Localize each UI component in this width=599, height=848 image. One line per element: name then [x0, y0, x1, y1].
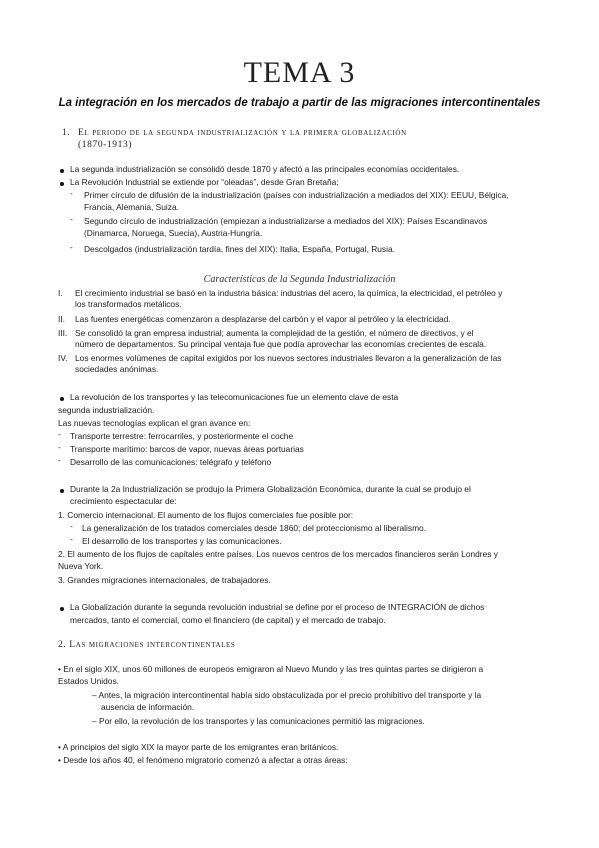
characteristic-4-line-1: Los enormes volúmenes de capital exigidos por los nuevos sectores industriales llevaron a la generalización de las — [75, 353, 502, 363]
dash-icon: - — [70, 534, 73, 544]
dash-icon: - — [58, 455, 61, 465]
dash-icon: - — [58, 429, 61, 439]
globalization-point-2-line-1: 2. El aumento de los flujos de capitales entre países. Los nuevos centros de los mercados financieros serán Londres y — [58, 549, 498, 559]
page-title: TEMA 3 — [243, 56, 356, 89]
page-subtitle: La integración en los mercados de trabajo a partir de las migraciones intercontinentales — [58, 97, 541, 109]
transport-item-3: Desarrollo de las comunicaciones: telégrafo y teléfono — [70, 457, 272, 467]
section-1-heading: El periodo de la segunda industrialización y la primera globalización — [78, 128, 407, 138]
characteristic-4-line-2: sociedades anónimas. — [75, 364, 159, 374]
s1-bullet-1: La segunda industrialización se consolidó desde 1870 y afectó a las principales economías occidentales. — [70, 164, 460, 174]
dash-icon: - — [58, 442, 61, 452]
roman-numeral: III. — [58, 328, 68, 338]
dash-icon: - — [70, 521, 73, 531]
characteristic-2: Las fuentes energéticas comenzaron a desplazarse del carbón y el vapor al petróleo y la electricidad. — [75, 314, 451, 324]
globalization-bullet-line-2: crecimiento espectacular de: — [70, 496, 177, 506]
s1-dash-1-line-2: Francia, Alemania, Suiza. — [84, 202, 179, 212]
globalization-point-1: 1. Comercio internacional. El aumento de los flujos comerciales fue posible por: — [58, 510, 354, 520]
roman-numeral: IV. — [58, 353, 68, 363]
bullet-icon — [60, 607, 64, 611]
s2-bullet-2: • A principios del siglo XIX la mayor parte de los emigrantes eran británicos. — [58, 742, 339, 752]
section-2-heading: 2. Las migraciones intercontinentales — [58, 640, 236, 650]
s2-sub-1-line-1: – Antes, la migración intercontinental había sido obstaculizada por el precio prohibitivo del transporte y la — [92, 690, 482, 700]
s1-dash-2-line-1: Segundo círculo de industrialización (empiezan a industrializarse a mediados del XIX): Países Escandinavos — [84, 216, 488, 226]
characteristic-1-line-2: los transformados metálicos. — [75, 299, 182, 309]
characteristic-1-line-1: El crecimiento industrial se basó en la industria básica: industrias del acero, la química, la electricidad, el petróleo y — [75, 288, 503, 298]
globalization-point-2-line-2: Nueva York. — [58, 561, 104, 571]
section-1-number: 1. — [62, 128, 71, 138]
characteristic-3-line-1: Se consolidó la gran empresa industrial; aumenta la complejidad de la gestión, el número de directivos, y el — [75, 328, 474, 338]
characteristics-heading: Características de la Segunda Industrialización — [203, 274, 396, 285]
bullet-icon — [60, 182, 64, 186]
s2-bullet-3: • Desde los años 40, el fenómeno migratorio comenzó a afectar a otras áreas: — [58, 755, 348, 765]
s2-bullet-1-line-2: Estados Unidos. — [58, 676, 119, 686]
s2-sub-1-line-2: ausencia de información. — [101, 702, 195, 712]
transport-item-2: Transporte marítimo: barcos de vapor, nuevas áreas portuarias — [70, 444, 304, 454]
globalization-point-1-sub-1: La generalización de los tratados comerciales desde 1860; del proteccionismo al liberalismo. — [82, 523, 427, 533]
roman-numeral: I. — [58, 288, 63, 298]
s1-dash-1-line-1: Primer círculo de difusión de la industrialización (países con industrialización a mediados del XIX): EEUU, Bélgica, — [84, 190, 509, 200]
transport-bullet-line-1: La revolución de los transportes y las telecomunicaciones fue un elemento clave de esta — [70, 392, 399, 402]
s2-sub-2: – Por ello, la revolución de los transportes y las comunicaciones permitió las migraciones. — [92, 716, 425, 726]
transport-item-1: Transporte terrestre: ferrocarriles, y posteriormente el coche — [70, 431, 294, 441]
globalization-point-1-sub-2: El desarrollo de los transportes y las comunicaciones. — [82, 536, 282, 546]
transport-intro: Las nuevas tecnologías explican el gran avance en: — [58, 418, 251, 428]
s1-dash-2-line-2: (Dinamarca, Noruega, Suecia), Austria-Hungría. — [84, 228, 263, 238]
dash-icon: - — [70, 188, 73, 198]
characteristic-3-line-2: número de departamentos. Su principal ventaja fue que podía aprovechar las economías crecientes de escala. — [75, 339, 487, 349]
s2-bullet-1-line-1: • En el siglo XIX, unos 60 millones de europeos emigraron al Nuevo Mundo y las tres quintas partes se dirigieron a — [58, 664, 484, 674]
s1-dash-3: Descolgados (industrialización tardía, fines del XIX): Italia, España, Portugal, Rusia. — [84, 244, 395, 254]
s1-bullet-2: La Revolución Industrial se extiende por “oleadas”, desde Gran Bretaña; — [70, 177, 339, 187]
dash-icon: - — [70, 214, 73, 224]
globalization-bullet-2-line-1: La Globalización durante la segunda revolución industrial se define por el proceso de INTEGRACIÓN de dichos — [70, 602, 485, 612]
roman-numeral: II. — [58, 314, 65, 324]
bullet-icon — [60, 169, 64, 173]
globalization-bullet-2-line-2: mercados, tanto el comercial, como el financiero (de capital) y el mercado de trabajo. — [70, 615, 386, 625]
transport-bullet-line-2: segunda industrialización. — [58, 405, 155, 415]
bullet-icon — [60, 397, 64, 401]
section-1-years: (1870-1913) — [78, 140, 133, 150]
globalization-bullet-line-1: Durante la 2a Industrialización se produjo la Primera Globalización Económica, durante la cual se produjo el — [70, 484, 471, 494]
dash-icon: - — [70, 242, 73, 252]
globalization-point-3: 3. Grandes migraciones internacionales, de trabajadores. — [58, 575, 271, 585]
bullet-icon — [60, 489, 64, 493]
